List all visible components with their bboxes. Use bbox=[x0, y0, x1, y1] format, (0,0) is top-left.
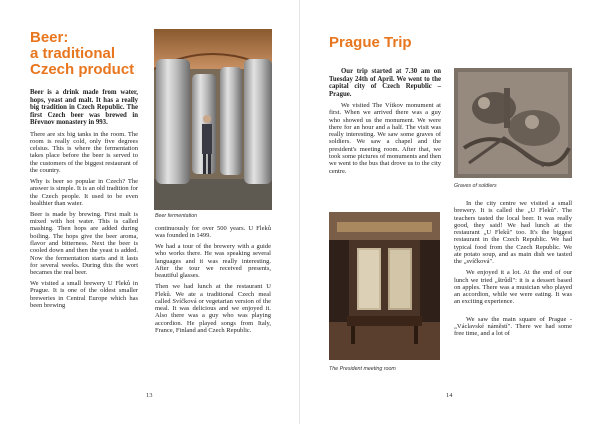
left-column-1 bbox=[30, 89, 138, 313]
article-title-beer bbox=[30, 30, 155, 78]
page-number: 13 bbox=[146, 392, 153, 399]
fermentation-tanks-image bbox=[154, 29, 272, 210]
lead-paragraph: Beer is a drink made from water, hops, yeast and malt. It has a really big tradition in Czech Republic. The first Czech beer was brewed in Břevnov monastery in 993. bbox=[30, 89, 138, 127]
president-room-photo bbox=[329, 212, 440, 360]
paragraph: Then we had lunch at the restaurant U Fleků. We ate a traditional Czech meal called Svíčková or vegetarian version of the meal. It was delicious and we enjoyed it. Also there was a guy who was playing accordion. He played songs from Italy, France, Finland and Czech Republic. bbox=[155, 283, 271, 335]
paragraph: Why is beer so popular in Czech? The answer is simple. It is an old tradition for the Czech people. It used to be even healthier than water. bbox=[30, 177, 138, 207]
page-number: 14 bbox=[446, 392, 453, 399]
paragraph: There are six big tanks in the room. The room is really cold, only five degrees celsius. This is where the fermentation takes place before the beer is served to the customers of the biggest restaurant of the country. bbox=[30, 130, 138, 175]
paragraph: We visited The Vítkov monument at first. When we arrived there was a guy who showed us the monument. We were there for an hour and a half. The visit was really interesting. We saw some graves of soldiers. We saw a chapel and the president's meeting room. After that, we took some pictures of monuments and then we went to the bus that drove us to the city centre. bbox=[329, 101, 441, 175]
article-title-prague: Prague Trip bbox=[329, 34, 412, 51]
lead-paragraph: Our trip started at 7.30 am on Tuesday 24th of April. We went to the capital city of Czech Republic – Prague. bbox=[329, 68, 441, 98]
paragraph: In the city centre we visited a small brewery. It is called the „U Fleků". The teachers tasted the local beer. It was really good, they said! We had lunch at the restaurant „U Fleků" too. It's the biggest restaurant in the Czech Republic. We had typical food from the Czech Republic. We ate potato soup, and as main dish we tasted the „svíčková". bbox=[454, 200, 572, 266]
left-column-2 bbox=[155, 225, 271, 338]
beer-fermentation-photo bbox=[154, 29, 272, 210]
paragraph: We enjoyed it a lot. At the end of our lunch we tried „štrůdl": it is a dessert based on apples. There was a musician who played an accordion, while we were eating. It was an exciting experience. bbox=[454, 269, 572, 306]
paragraph: We had a tour of the brewery with a guide who works there. He was speaking several languages and it was really interesting. After the tour we received presents, beautiful glasses. bbox=[155, 243, 271, 280]
photo-caption: Beer fermentation bbox=[155, 213, 198, 219]
meeting-room-image bbox=[329, 212, 440, 360]
right-page bbox=[300, 0, 600, 424]
right-column-1 bbox=[329, 68, 441, 179]
title-line: a traditional bbox=[30, 45, 116, 62]
graves-photo bbox=[454, 68, 572, 178]
stone-relief-image bbox=[454, 68, 572, 178]
paragraph: continuously for over 500 years. U Fleků was founded in 1499. bbox=[155, 225, 271, 240]
photo-caption: The President meeting room bbox=[329, 366, 396, 372]
paragraph: We visited a small brewery U Fleků in Prague. It is one of the oldest smaller breweries in Central Europe which has been brewing bbox=[30, 279, 138, 309]
title-line: Beer: bbox=[30, 29, 69, 46]
paragraph: Beer is made by brewing. First malt is mixed with hot water. This is called mashing. Then hops are added during boiling. The hops give the beer aroma, flavor and bitterness. Next the beer is cooled down and then the yeast is added. Now the fermentation starts and it lasts for several weeks. During this the wort becames the real beer. bbox=[30, 210, 138, 277]
photo-caption: Graves of soldiers bbox=[454, 183, 497, 189]
right-column-2 bbox=[454, 200, 572, 341]
paragraph: We saw the main square of Prague - „Václavské náměstí". There we had some free time, and a lot of bbox=[454, 315, 572, 338]
title-line: Czech product bbox=[30, 61, 135, 78]
